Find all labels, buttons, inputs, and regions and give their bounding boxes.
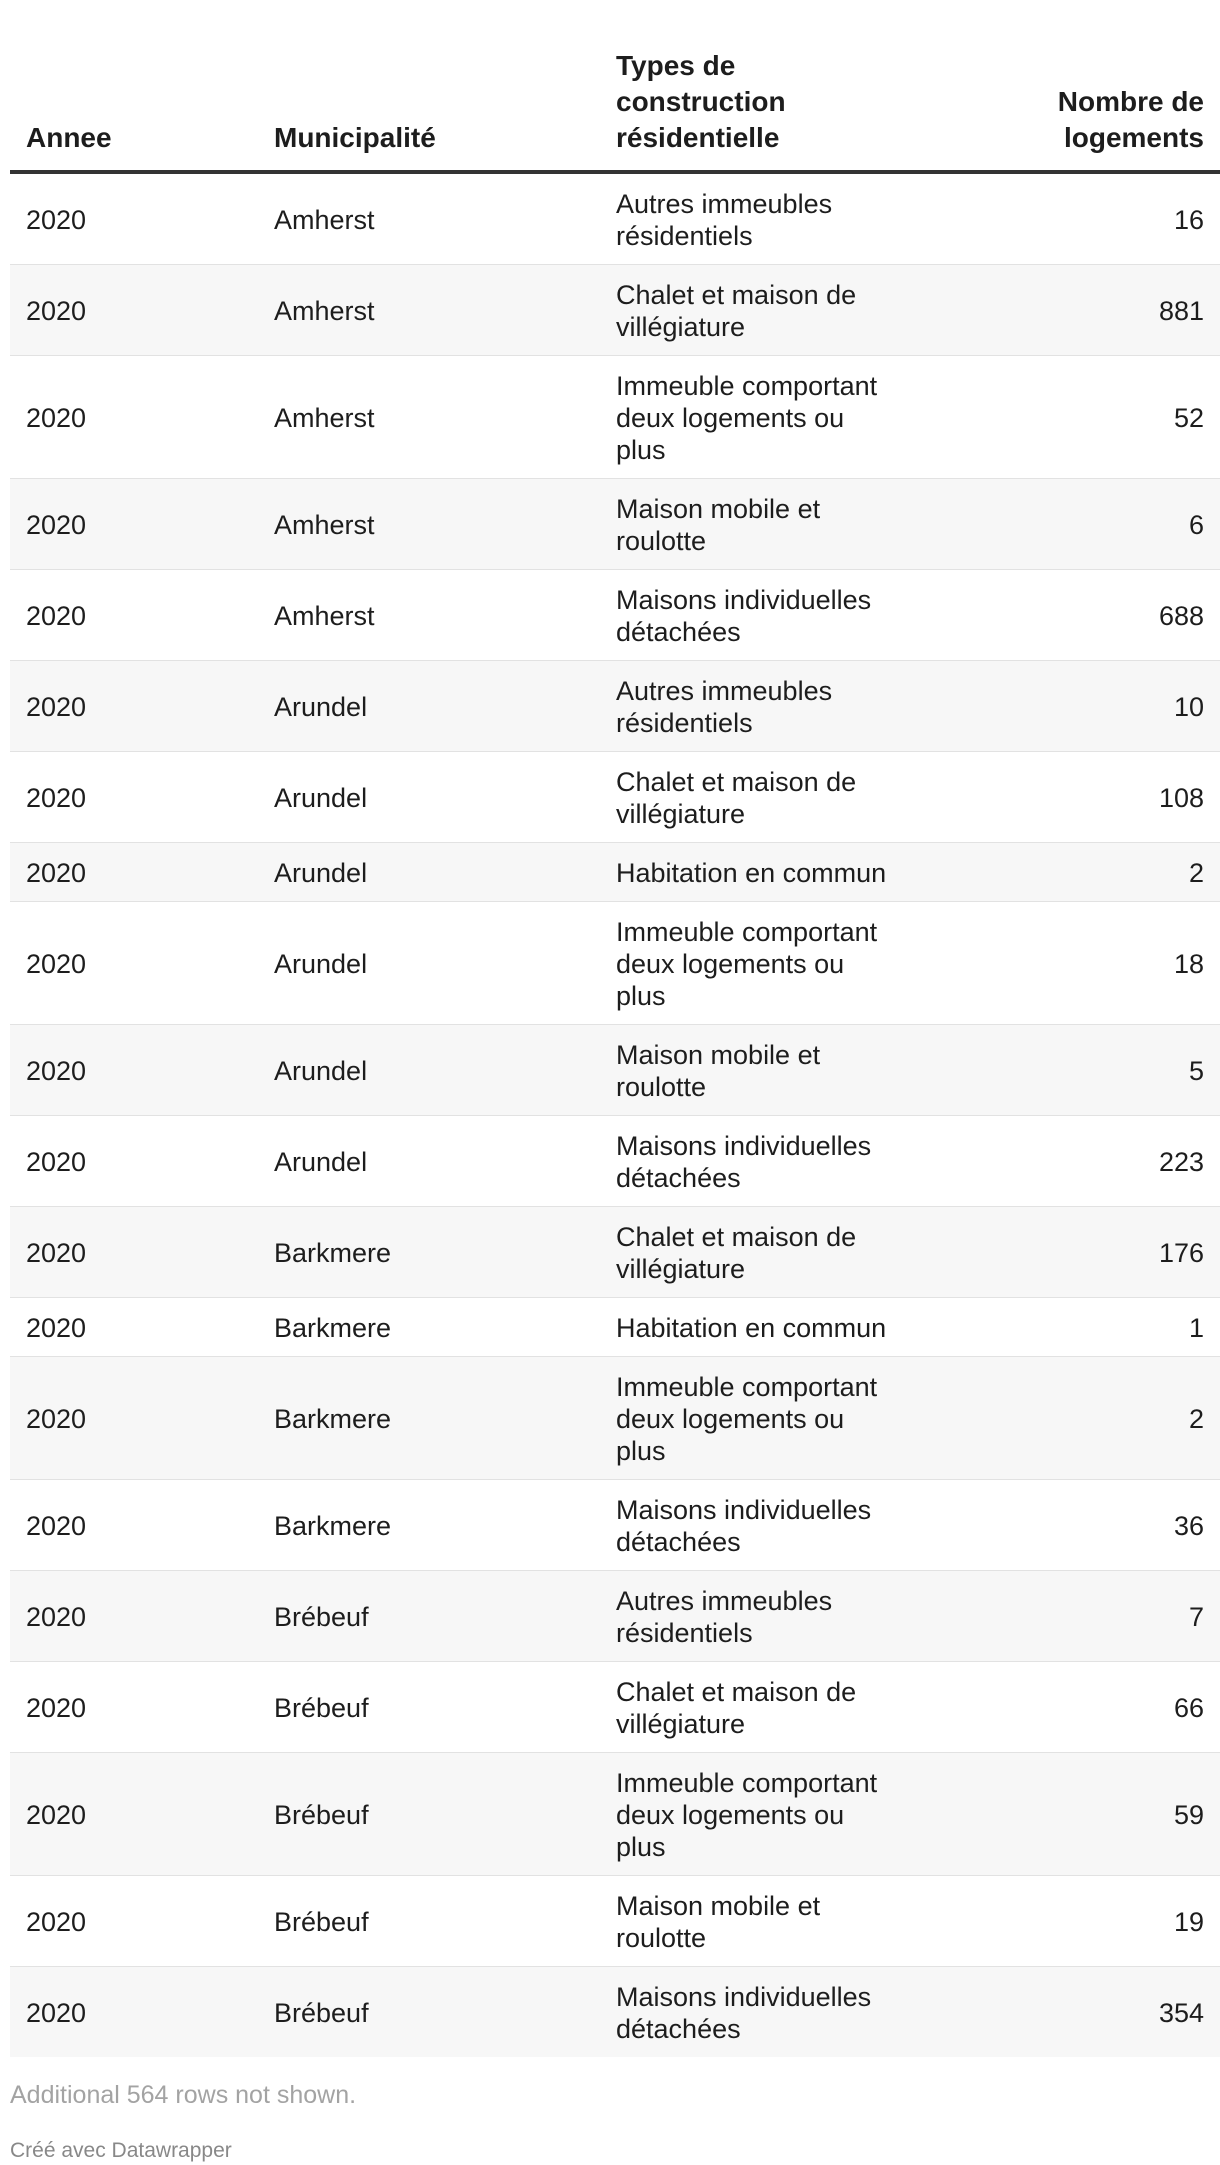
cell-type-construction: Maisons individuelles détachées bbox=[600, 1967, 900, 2058]
cell-type-construction: Maisons individuelles détachées bbox=[600, 1116, 900, 1207]
cell-municipalite: Brébeuf bbox=[258, 1967, 600, 2058]
table-row bbox=[10, 1025, 1220, 1116]
cell-type-construction: Maison mobile et roulotte bbox=[600, 479, 900, 570]
cell-type-construction: Chalet et maison de villégiature bbox=[600, 1207, 900, 1298]
cell-type-construction: Chalet et maison de villégiature bbox=[600, 265, 900, 356]
cell-municipalite: Brébeuf bbox=[258, 1753, 600, 1876]
cell-municipalite: Arundel bbox=[258, 902, 600, 1025]
cell-annee: 2020 bbox=[10, 1207, 258, 1298]
housing-table bbox=[10, 0, 1220, 2057]
cell-municipalite: Brébeuf bbox=[258, 1876, 600, 1967]
header-types-construction[interactable]: Types de construction résidentielle bbox=[600, 0, 900, 172]
cell-municipalite: Brébeuf bbox=[258, 1571, 600, 1662]
datawrapper-table-widget bbox=[10, 0, 1220, 2165]
cell-annee: 2020 bbox=[10, 1967, 258, 2058]
cell-type-construction: Immeuble comportant deux logements ou plus bbox=[600, 902, 900, 1025]
table-row bbox=[10, 843, 1220, 902]
cell-type-construction: Maison mobile et roulotte bbox=[600, 1876, 900, 1967]
cell-municipalite: Amherst bbox=[258, 265, 600, 356]
cell-municipalite: Amherst bbox=[258, 570, 600, 661]
cell-municipalite: Barkmere bbox=[258, 1298, 600, 1357]
table-header bbox=[10, 0, 1220, 172]
cell-annee: 2020 bbox=[10, 1480, 258, 1571]
table-row bbox=[10, 902, 1220, 1025]
cell-annee: 2020 bbox=[10, 1116, 258, 1207]
cell-annee: 2020 bbox=[10, 1662, 258, 1753]
table-row bbox=[10, 1876, 1220, 1967]
cell-type-construction: Immeuble comportant deux logements ou plus bbox=[600, 356, 900, 479]
cell-annee: 2020 bbox=[10, 1025, 258, 1116]
cell-annee: 2020 bbox=[10, 1753, 258, 1876]
cell-annee: 2020 bbox=[10, 265, 258, 356]
cell-nombre-logements: 108 bbox=[900, 752, 1220, 843]
cell-nombre-logements: 881 bbox=[900, 265, 1220, 356]
cell-nombre-logements: 223 bbox=[900, 1116, 1220, 1207]
table-row bbox=[10, 1662, 1220, 1753]
cell-municipalite: Barkmere bbox=[258, 1357, 600, 1480]
cell-nombre-logements: 2 bbox=[900, 1357, 1220, 1480]
cell-type-construction: Immeuble comportant deux logements ou plus bbox=[600, 1753, 900, 1876]
cell-annee: 2020 bbox=[10, 1876, 258, 1967]
cell-nombre-logements: 52 bbox=[900, 356, 1220, 479]
cell-annee: 2020 bbox=[10, 1357, 258, 1480]
cell-municipalite: Barkmere bbox=[258, 1207, 600, 1298]
cell-type-construction: Maisons individuelles détachées bbox=[600, 570, 900, 661]
cell-type-construction: Autres immeubles résidentiels bbox=[600, 661, 900, 752]
cell-type-construction: Chalet et maison de villégiature bbox=[600, 752, 900, 843]
table-row bbox=[10, 1116, 1220, 1207]
cell-municipalite: Amherst bbox=[258, 356, 600, 479]
cell-type-construction: Maison mobile et roulotte bbox=[600, 1025, 900, 1116]
table-row bbox=[10, 1298, 1220, 1357]
cell-annee: 2020 bbox=[10, 570, 258, 661]
cell-nombre-logements: 5 bbox=[900, 1025, 1220, 1116]
cell-nombre-logements: 354 bbox=[900, 1967, 1220, 2058]
header-municipalite[interactable]: Municipalité bbox=[258, 0, 600, 172]
cell-nombre-logements: 36 bbox=[900, 1480, 1220, 1571]
table-row bbox=[10, 1967, 1220, 2058]
cell-municipalite: Amherst bbox=[258, 479, 600, 570]
table-row bbox=[10, 172, 1220, 265]
cell-nombre-logements: 16 bbox=[900, 172, 1220, 265]
table-row bbox=[10, 265, 1220, 356]
cell-type-construction: Autres immeubles résidentiels bbox=[600, 172, 900, 265]
cell-annee: 2020 bbox=[10, 479, 258, 570]
cell-annee: 2020 bbox=[10, 661, 258, 752]
cell-type-construction: Maisons individuelles détachées bbox=[600, 1480, 900, 1571]
cell-type-construction: Habitation en commun bbox=[600, 1298, 900, 1357]
cell-municipalite: Amherst bbox=[258, 172, 600, 265]
cell-annee: 2020 bbox=[10, 1298, 258, 1357]
table-row bbox=[10, 661, 1220, 752]
table-row bbox=[10, 1571, 1220, 1662]
cell-nombre-logements: 59 bbox=[900, 1753, 1220, 1876]
header-annee[interactable]: Annee bbox=[10, 0, 258, 172]
cell-nombre-logements: 1 bbox=[900, 1298, 1220, 1357]
table-row bbox=[10, 752, 1220, 843]
table-row bbox=[10, 1480, 1220, 1571]
cell-type-construction: Immeuble comportant deux logements ou plus bbox=[600, 1357, 900, 1480]
cell-nombre-logements: 19 bbox=[900, 1876, 1220, 1967]
cell-annee: 2020 bbox=[10, 843, 258, 902]
table-row bbox=[10, 356, 1220, 479]
cell-municipalite: Arundel bbox=[258, 752, 600, 843]
cell-municipalite: Brébeuf bbox=[258, 1662, 600, 1753]
table-notes: Additional 564 rows not shown. bbox=[10, 2081, 357, 2109]
table-body bbox=[10, 172, 1220, 2057]
cell-annee: 2020 bbox=[10, 1571, 258, 1662]
cell-annee: 2020 bbox=[10, 172, 258, 265]
cell-type-construction: Chalet et maison de villégiature bbox=[600, 1662, 900, 1753]
cell-municipalite: Arundel bbox=[258, 843, 600, 902]
cell-municipalite: Arundel bbox=[258, 1116, 600, 1207]
cell-municipalite: Arundel bbox=[258, 1025, 600, 1116]
table-row bbox=[10, 1357, 1220, 1480]
cell-nombre-logements: 6 bbox=[900, 479, 1220, 570]
cell-annee: 2020 bbox=[10, 356, 258, 479]
header-nombre-logements[interactable]: Nombre de logements bbox=[900, 0, 1220, 172]
cell-nombre-logements: 66 bbox=[900, 1662, 1220, 1753]
cell-nombre-logements: 7 bbox=[900, 1571, 1220, 1662]
cell-annee: 2020 bbox=[10, 902, 258, 1025]
table-row bbox=[10, 479, 1220, 570]
cell-municipalite: Barkmere bbox=[258, 1480, 600, 1571]
cell-type-construction: Autres immeubles résidentiels bbox=[600, 1571, 900, 1662]
cell-nombre-logements: 18 bbox=[900, 902, 1220, 1025]
table-row bbox=[10, 1753, 1220, 1876]
table-row bbox=[10, 570, 1220, 661]
cell-nombre-logements: 176 bbox=[900, 1207, 1220, 1298]
cell-nombre-logements: 2 bbox=[900, 843, 1220, 902]
cell-nombre-logements: 10 bbox=[900, 661, 1220, 752]
cell-annee: 2020 bbox=[10, 752, 258, 843]
header-row bbox=[10, 0, 1220, 172]
datawrapper-credit: Créé avec Datawrapper bbox=[10, 2139, 232, 2162]
cell-type-construction: Habitation en commun bbox=[600, 843, 900, 902]
cell-municipalite: Arundel bbox=[258, 661, 600, 752]
table-row bbox=[10, 1207, 1220, 1298]
cell-nombre-logements: 688 bbox=[900, 570, 1220, 661]
